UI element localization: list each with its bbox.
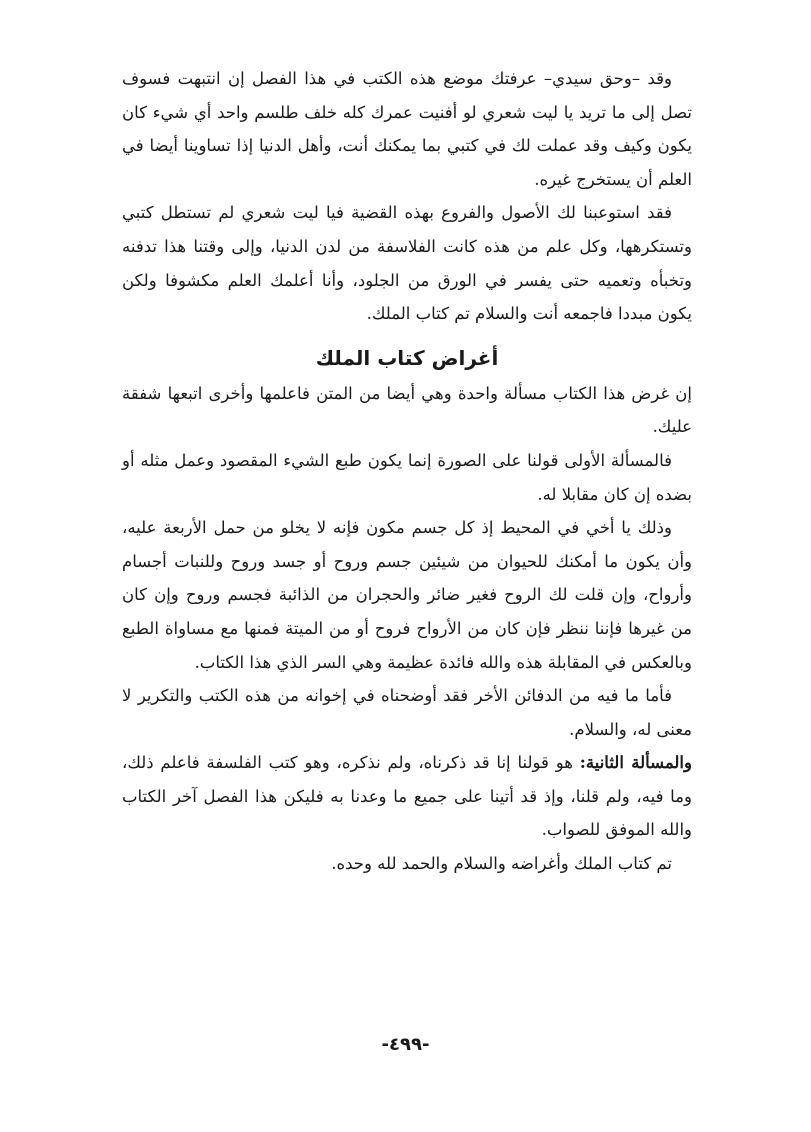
second-question-lead: والمسألة الثانية: — [579, 753, 692, 773]
paragraph-foundations: فقد استوعبنا لك الأصول والفروع بهذه القضية فيا ليت شعري لم تستطل كتبي وتستكرهها، وكل علم من هذه كانت الفلاسفة من لدن الدنيا، وإلى وقتنا هذا تدفنه وتخبأه وتعميه حتى يفسر في الورق من الجلود، وأنا أعلمك العلم مكشوفا ولكن يكون مبددا فاجمعه أنت والسلام تم كتاب الملك. — [122, 203, 692, 324]
paragraph-closing: تم كتاب الملك وأغراضه والسلام والحمد لله وحده. — [331, 854, 672, 874]
paragraph-hidden-matters: فأما ما فيه من الدفائن الأخر فقد أوضحناه في إخوانه من هذه الكتب والتكرير لا معنى له، والسلام. — [122, 686, 692, 739]
section-heading: أغراض كتاب الملك — [315, 345, 499, 370]
page-number: -٤٩٩- — [381, 1034, 430, 1055]
page-body — [122, 62, 692, 881]
paragraph-explanation: وذلك يا أخي في المحيط إذ كل جسم مكون فإنه لا يخلو من حمل الأربعة عليه، وأن يكون ما أمكنك للحيوان من شيئين جسم وروح أو جسد وروح وللنبات أجسام وأرواح، وإن قلت لك الروح فغير ضائر والحجران من الذائبة فجسم وروح وإن كان من غيرها فإننا ننظر فإن كان من الأرواح فروح أو من الميتة فمنها مع مساواة الطبع وبالعكس في المقابلة هذه والله فائدة عظيمة وهي السر الذي هذا الكتاب. — [122, 518, 692, 672]
paragraph-intro: وقد –وحق سيدي– عرفتك موضع هذه الكتب في هذا الفصل إن انتبهت فسوف تصل إلى ما تريد يا ليت شعري لو أفنيت عمرك كله خلف طلسم واحد أي شيء كان يكون وكيف وقد عملت لك في كتبي بما يمكنك أنت، وأهل الدنيا إذا تساوينا أيضا في العلم أن يستخرج غيره. — [122, 69, 692, 189]
paragraph-second-question — [122, 746, 692, 847]
paragraph-first-question: فالمسألة الأولى قولنا على الصورة إنما يكون طبع الشيء المقصود وعمل مثله أو بضده إن كان مقابلا له. — [122, 450, 692, 504]
second-question-text: هو قولنا إنا قد ذكرناه، ولم نذكره، وهو كتب الفلسفة فاعلم ذلك، وما فيه، ولم قلنا، وإذ قد أتينا على جميع ما وعدنا به فليكن هذا الفصل آخر الكتاب والله الموفق للصواب. — [122, 753, 692, 840]
paragraph-purpose: إن غرض هذا الكتاب مسألة واحدة وهي أيضا من المتن فاعلمها وأخرى اتبعها شفقة عليك. — [122, 383, 692, 437]
